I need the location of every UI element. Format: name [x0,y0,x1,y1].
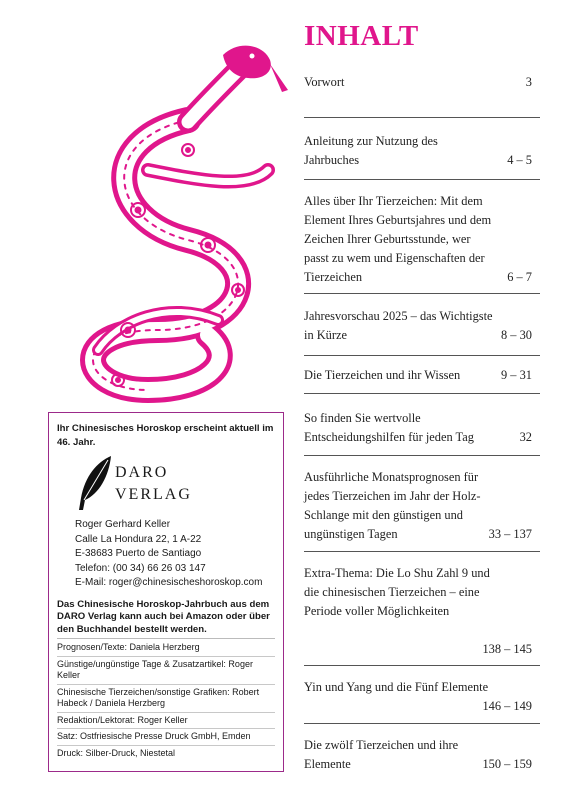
address-email: E-Mail: roger@chinesischeshoroskop.com [75,577,263,588]
toc-entry [304,394,540,456]
credit-item: Satz: Ostfriesische Presse Druck GmbH, Emden [57,728,275,745]
toc-title: INHALT [304,20,419,52]
address-city: E-38683 Puerto de Santiago [75,548,202,559]
toc-entry [304,180,540,294]
imprint-intro: Ihr Chinesisches Horoskop erscheint aktuell im 46. Jahr. [57,423,274,448]
logo-text-verlag: VERLAG [115,486,192,503]
toc-entry-pages: 4 – 5 [507,153,532,167]
ordering-note: Das Chinesische Horoskop-Jahrbuch aus dem DARO Verlag kann auch bei Amazon oder über den Buchhandel bestellt werden. [57,598,270,635]
toc-entry [304,294,540,356]
toc-entry [304,456,540,552]
publisher-address [75,518,275,591]
toc-entry [304,118,540,180]
toc-entry-title: Extra-Thema: Die Lo Shu Zahl 9 und die chinesischen Tierzeichen – eine Periode voller Möglichkeiten [304,566,490,618]
address-name: Roger Gerhard Keller [75,519,171,530]
toc-entry-pages: 32 [519,430,532,444]
publisher-logo [75,454,275,514]
toc-entry [304,552,540,666]
toc-entry-title: Vorwort [304,75,345,89]
credit-item: Redaktion/Lektorat: Roger Keller [57,712,275,729]
toc-entry-pages: 138 – 145 [482,642,532,656]
toc-entry-pages: 33 – 137 [488,527,532,541]
toc-entry-title: Die zwölf Tierzeichen und ihre Elemente [304,738,459,771]
toc-entry [304,724,540,784]
toc-entry-title: Alles über Ihr Tierzeichen: Mit dem Element Ihres Geburtsjahres und dem Zeichen Ihrer Geburtsstunde, wer passt zu wem und Eigenschaften der Tierzeichen [304,194,492,284]
credit-item: Günstige/ungünstige Tage & Zusatzartikel: Roger Keller [57,656,275,684]
toc-entry-title: Jahresvorschau 2025 – das Wichtigste in Kürze [304,309,493,342]
imprint-box [48,412,284,772]
credit-item: Druck: Silber-Druck, Niestetal [57,745,275,762]
toc-entry-title: Ausführliche Monatsprognosen für jedes Tierzeichen im Jahr der Holz-Schlange mit den günstigen und ungünstigen Tagen [304,470,481,541]
toc-entry-title: Yin und Yang und die Fünf Elemente [304,680,489,694]
toc-entry-pages: 6 – 7 [507,270,532,284]
toc-entry-title: So finden Sie wertvolle Entscheidungshilfen für jeden Tag [304,411,474,444]
address-street: Calle La Hondura 22, 1 A-22 [75,533,202,545]
toc-entry [304,70,540,118]
toc-entry-pages: 3 [525,75,532,89]
credits-list [57,638,275,761]
toc-entry-pages: 8 – 30 [501,328,532,342]
table-of-contents [304,70,540,784]
toc-entry-title: Anleitung zur Nutzung des Jahrbuches [304,134,438,167]
toc-entry-pages: 9 – 31 [501,368,532,382]
feather-icon [75,454,115,512]
toc-entry [304,356,540,394]
toc-entry-pages: 150 – 159 [482,757,532,771]
credit-item: Chinesische Tierzeichen/sonstige Grafiken: Robert Habeck / Daniela Herzberg [57,684,275,712]
toc-entry [304,666,540,724]
snake-illustration [38,30,298,410]
toc-entry-pages: 146 – 149 [482,699,532,713]
address-phone: Telefon: (00 34) 66 26 03 147 [75,562,206,574]
logo-text-daro: DARO [115,464,169,481]
credit-item: Prognosen/Texte: Daniela Herzberg [57,642,200,652]
toc-entry-title: Die Tierzeichen und ihr Wissen [304,368,461,382]
